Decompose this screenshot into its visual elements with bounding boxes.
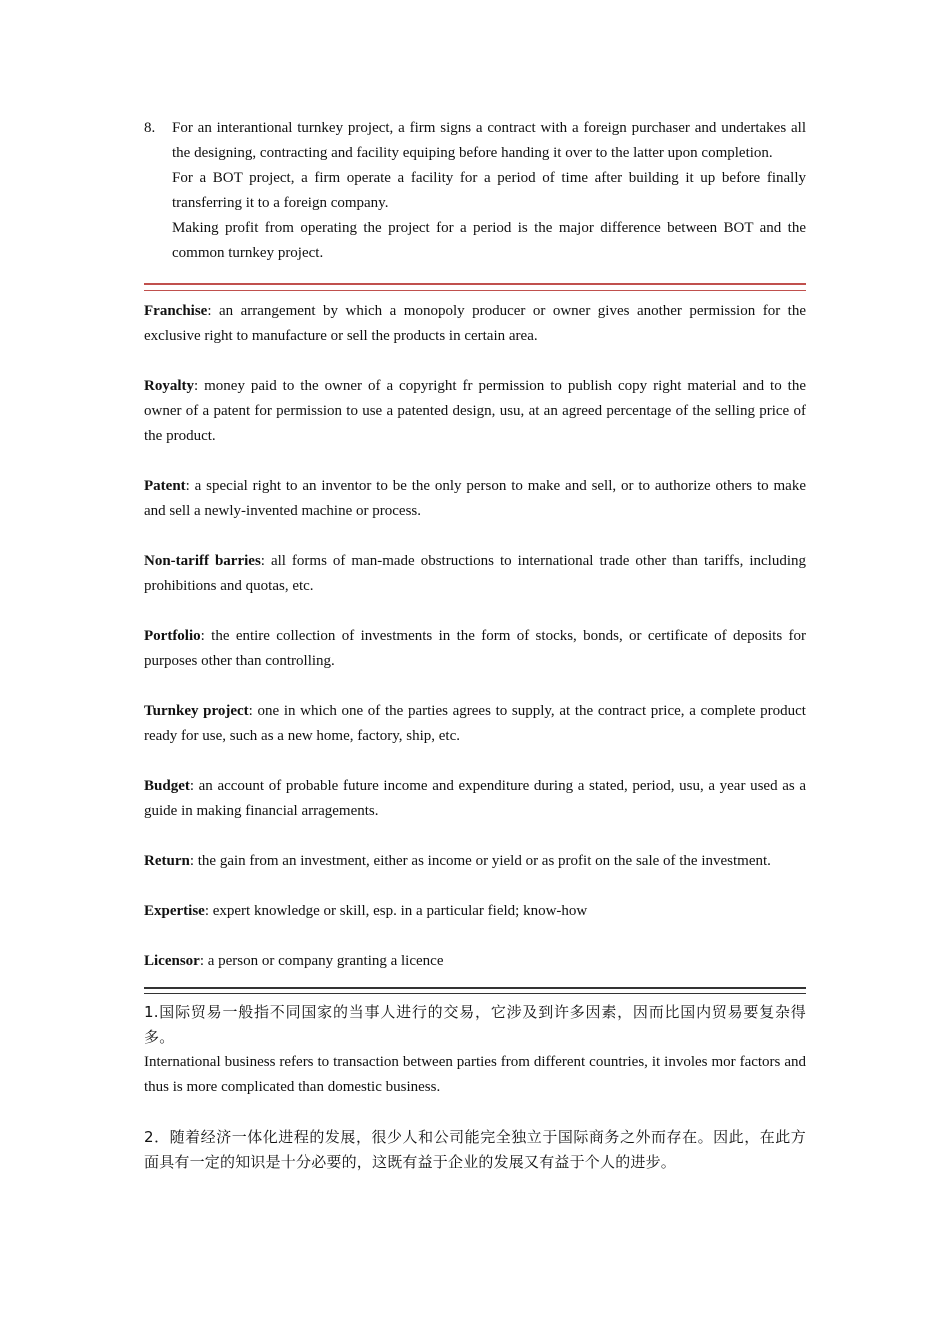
glossary-entry bbox=[144, 624, 806, 674]
glossary-definition: : expert knowledge or skill, esp. in a particular field; know-how bbox=[204, 903, 588, 919]
glossary-term: Patent bbox=[144, 478, 186, 494]
glossary-term: Expertise bbox=[144, 903, 205, 919]
glossary-term: Turnkey project bbox=[144, 703, 249, 719]
glossary-entry bbox=[144, 374, 806, 449]
glossary-definition: : one in which one of the parties agrees to supply, at the contract price, a complete product ready for use, such as a new home, factory, ship, etc. bbox=[144, 703, 806, 744]
glossary-definition: : a person or company granting a licence bbox=[199, 953, 444, 969]
glossary-section bbox=[144, 299, 806, 974]
glossary-definition: : the gain from an investment, either as income or yield or as profit on the sale of the investment. bbox=[189, 853, 771, 869]
glossary-entry bbox=[144, 849, 806, 874]
list-number: 8. bbox=[144, 120, 156, 136]
translation-1-chinese: 1.国际贸易一般指不同国家的当事人进行的交易，它涉及到许多因素，因而比国内贸易要复杂得多。 bbox=[144, 1003, 806, 1046]
item8-paragraph-2: For a BOT project, a firm operate a facility for a period of time after building it up before finally transferring it to a foreign company. bbox=[172, 170, 806, 211]
glossary-definition: : an account of probable future income and expenditure during a stated, period, usu, a year used as a guide in making financial arragements. bbox=[144, 778, 806, 819]
glossary-entry bbox=[144, 949, 806, 974]
item8-paragraph-1: For an interantional turnkey project, a firm signs a contract with a foreign purchaser and undertakes all the designing, contracting and facility equiping before handing it over to the latter upon completion. bbox=[172, 120, 806, 161]
glossary-entry bbox=[144, 699, 806, 749]
document-page bbox=[144, 116, 806, 1175]
glossary-term: Franchise bbox=[144, 303, 208, 319]
glossary-term: Budget bbox=[144, 778, 190, 794]
glossary-entry bbox=[144, 474, 806, 524]
glossary-term: Non-tariff barries bbox=[144, 553, 261, 569]
glossary-term: Portfolio bbox=[144, 628, 201, 644]
glossary-term: Return bbox=[144, 853, 190, 869]
glossary-definition: : a special right to an inventor to be the only person to make and sell, or to authorize others to make and sell a newly-invented machine or process. bbox=[144, 478, 806, 519]
item8-paragraph-3: Making profit from operating the project for a period is the major difference between BOT and the common turnkey project. bbox=[172, 220, 806, 261]
translation-section bbox=[144, 1000, 806, 1175]
glossary-definition: : an arrangement by which a monopoly producer or owner gives another permission for the exclusive right to manufacture or sell the products in certain area. bbox=[144, 303, 806, 344]
glossary-term: Royalty bbox=[144, 378, 194, 394]
glossary-entry bbox=[144, 774, 806, 824]
red-double-divider bbox=[144, 283, 806, 291]
translation-1-english: International business refers to transaction between parties from different countries, it involes mor factors and thus is more complicated than domestic business. bbox=[144, 1054, 806, 1095]
glossary-entry bbox=[144, 549, 806, 599]
translation-2-chinese: 2．随着经济一体化进程的发展，很少人和公司能完全独立于国际商务之外而存在。因此，在此方面具有一定的知识是十分必要的，这既有益于企业的发展又有益于个人的进步。 bbox=[144, 1128, 806, 1171]
glossary-definition: : money paid to the owner of a copyright fr permission to publish copy right material and to the owner of a patent for permission to use a patented design, usu, at an agreed percentage of the selling price of the product. bbox=[144, 378, 806, 444]
list-item-8 bbox=[144, 116, 806, 266]
glossary-entry bbox=[144, 299, 806, 349]
glossary-term: Licensor bbox=[144, 953, 200, 969]
glossary-definition: : all forms of man-made obstructions to international trade other than tariffs, including prohibitions and quotas, etc. bbox=[144, 553, 806, 594]
black-double-divider bbox=[144, 987, 806, 994]
glossary-definition: : the entire collection of investments in the form of stocks, bonds, or certificate of deposits for purposes other than controlling. bbox=[144, 628, 806, 669]
glossary-entry bbox=[144, 899, 806, 924]
